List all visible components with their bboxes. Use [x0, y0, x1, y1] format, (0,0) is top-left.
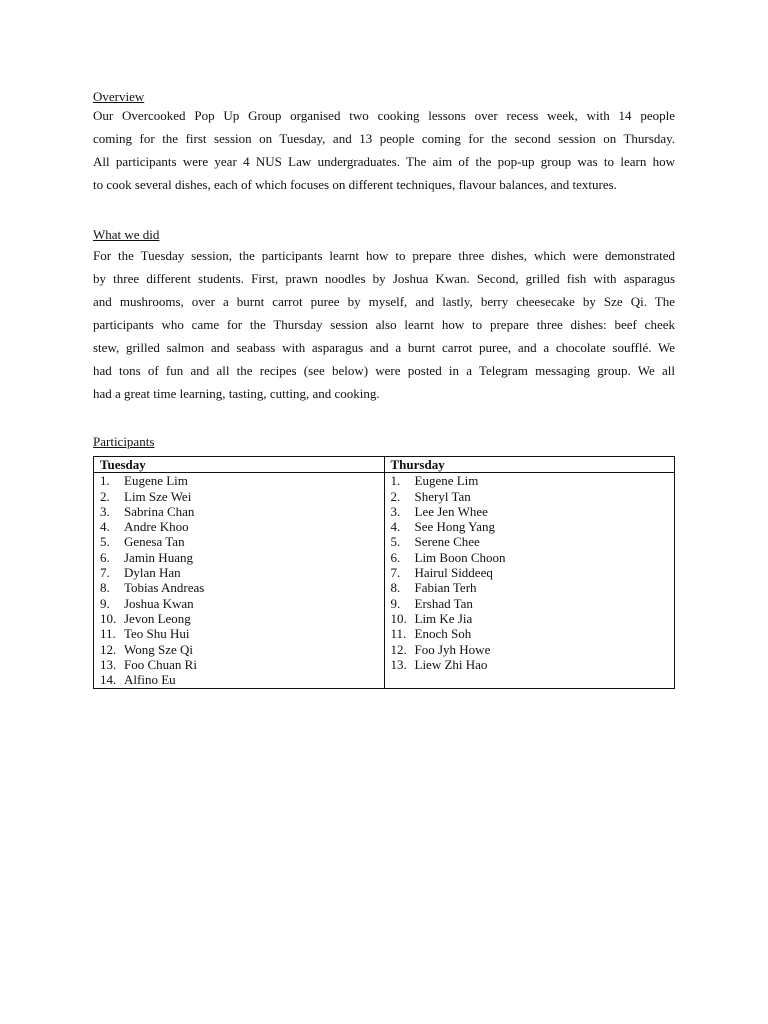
- participant-number: 4.: [100, 519, 110, 535]
- overview-line: to cook several dishes, each of which focuses on different techniques, flavour balances, and textures.: [93, 177, 617, 192]
- participant-item: [100, 504, 378, 519]
- what-we-did-line: had a great time learning, tasting, cutting, and cooking.: [93, 386, 380, 401]
- participant-item: [100, 611, 378, 626]
- overview-paragraph: [93, 104, 675, 196]
- participant-number: 7.: [390, 565, 401, 581]
- participant-number: 10.: [390, 610, 407, 626]
- what-we-did-line: For the Tuesday session, the participants learnt how to prepare three dishes, which were demonstrated: [93, 248, 675, 263]
- participant-name: Lim Boon Choon: [414, 549, 506, 565]
- participants-heading: Participants: [93, 434, 155, 449]
- participant-name: Eugene Lim: [414, 473, 479, 489]
- participant-item: [391, 657, 669, 672]
- participant-number: 1.: [390, 473, 401, 489]
- participant-number: 11.: [100, 626, 116, 642]
- participant-name: Fabian Terh: [414, 580, 477, 596]
- participant-number: 2.: [100, 488, 110, 504]
- participant-number: 12.: [100, 641, 117, 657]
- thursday-cell: [384, 473, 675, 689]
- tuesday-header: Tuesday: [94, 457, 385, 473]
- thursday-list: [391, 473, 669, 672]
- participant-name: Hairul Siddeeq: [414, 565, 493, 581]
- participant-number: 9.: [390, 595, 401, 611]
- participant-name: Jamin Huang: [124, 549, 193, 565]
- participant-name: Ershad Tan: [414, 595, 473, 611]
- participant-name: Enoch Soh: [414, 626, 472, 642]
- participants-table: [93, 456, 675, 689]
- what-we-did-heading: What we did: [93, 227, 160, 242]
- participant-number: 8.: [100, 580, 110, 596]
- participant-number: 11.: [390, 626, 407, 642]
- participant-number: 7.: [100, 565, 110, 581]
- participant-item: [100, 534, 378, 549]
- participant-item: [100, 642, 378, 657]
- participant-number: 9.: [100, 595, 110, 611]
- participant-number: 12.: [390, 641, 407, 657]
- participant-number: 6.: [100, 549, 110, 565]
- participant-name: Alfino Eu: [124, 672, 176, 688]
- participant-number: 14.: [100, 672, 117, 688]
- participant-item: [391, 519, 669, 534]
- participant-number: 5.: [100, 534, 110, 550]
- participant-item: [100, 519, 378, 534]
- what-we-did-line: had tons of fun and all the recipes (see below) were posted in a Telegram messaging group. We all: [93, 363, 675, 378]
- participant-name: Sabrina Chan: [124, 503, 195, 519]
- what-we-did-line: by three different students. First, prawn noodles by Joshua Kwan. Second, grilled fish with asparagus: [93, 271, 675, 286]
- participant-number: 5.: [390, 534, 401, 550]
- participant-item: [100, 565, 378, 580]
- participant-number: 4.: [390, 519, 401, 535]
- participant-item: [100, 657, 378, 672]
- participant-item: [100, 473, 378, 488]
- participant-item: [100, 596, 378, 611]
- participant-item: [100, 580, 378, 595]
- overview-line: All participants were year 4 NUS Law undergraduates. The aim of the pop-up group was to learn how: [93, 154, 675, 169]
- participant-number: 13.: [390, 656, 407, 672]
- participant-number: 1.: [100, 473, 110, 489]
- participant-name: Sheryl Tan: [414, 488, 471, 504]
- participant-item: [391, 565, 669, 580]
- participant-name: Lee Jen Whee: [414, 503, 488, 519]
- participant-item: [391, 550, 669, 565]
- participant-item: [100, 672, 378, 687]
- participant-name: Tobias Andreas: [124, 580, 205, 596]
- participant-number: 6.: [390, 549, 401, 565]
- participant-name: Dylan Han: [124, 565, 181, 581]
- participant-item: [391, 489, 669, 504]
- participant-item: [391, 580, 669, 595]
- participant-item: [391, 534, 669, 549]
- participant-name: Teo Shu Hui: [124, 626, 190, 642]
- participant-item: [391, 596, 669, 611]
- participant-item: [391, 473, 669, 488]
- participant-item: [391, 504, 669, 519]
- participant-number: 10.: [100, 610, 117, 626]
- overview-line: coming for the first session on Tuesday, and 13 people coming for the second session on Thursday.: [93, 131, 675, 146]
- participant-name: Jevon Leong: [124, 610, 191, 626]
- participant-item: [391, 642, 669, 657]
- tuesday-cell: [94, 473, 385, 689]
- what-we-did-line: participants who came for the Thursday session also learnt how to prepare three dishes: beef cheek: [93, 317, 675, 332]
- participant-name: Foo Chuan Ri: [124, 656, 197, 672]
- participant-item: [100, 626, 378, 641]
- overview-line: Our Overcooked Pop Up Group organised two cooking lessons over recess week, with 14 people: [93, 108, 675, 123]
- participant-item: [100, 489, 378, 504]
- thursday-header: Thursday: [384, 457, 675, 473]
- participant-name: Joshua Kwan: [124, 595, 194, 611]
- participant-name: Serene Chee: [414, 534, 480, 550]
- participant-item: [100, 550, 378, 565]
- participant-name: See Hong Yang: [414, 519, 496, 535]
- participant-item: [391, 626, 669, 641]
- tuesday-list: [100, 473, 378, 687]
- participant-name: Foo Jyh Howe: [414, 641, 491, 657]
- participant-name: Lim Ke Jia: [414, 610, 473, 626]
- participant-number: 3.: [390, 503, 401, 519]
- participant-number: 3.: [100, 503, 110, 519]
- overview-heading: Overview: [93, 89, 145, 104]
- participant-number: 8.: [390, 580, 401, 596]
- what-we-did-line: stew, grilled salmon and seabass with asparagus and a burnt carrot puree, and a chocolate soufflé. We: [93, 340, 675, 355]
- what-we-did-line: and mushrooms, over a burnt carrot puree by myself, and lastly, berry cheesecake by Sze Qi. The: [93, 294, 675, 309]
- participant-name: Eugene Lim: [124, 473, 188, 489]
- participant-number: 2.: [390, 488, 401, 504]
- participant-name: Wong Sze Qi: [124, 641, 193, 657]
- participant-name: Andre Khoo: [124, 519, 189, 535]
- participant-name: Genesa Tan: [124, 534, 185, 550]
- participant-number: 13.: [100, 656, 117, 672]
- participant-item: [391, 611, 669, 626]
- participant-name: Liew Zhi Hao: [414, 656, 488, 672]
- participant-name: Lim Sze Wei: [124, 488, 192, 504]
- what-we-did-paragraph: [93, 244, 675, 405]
